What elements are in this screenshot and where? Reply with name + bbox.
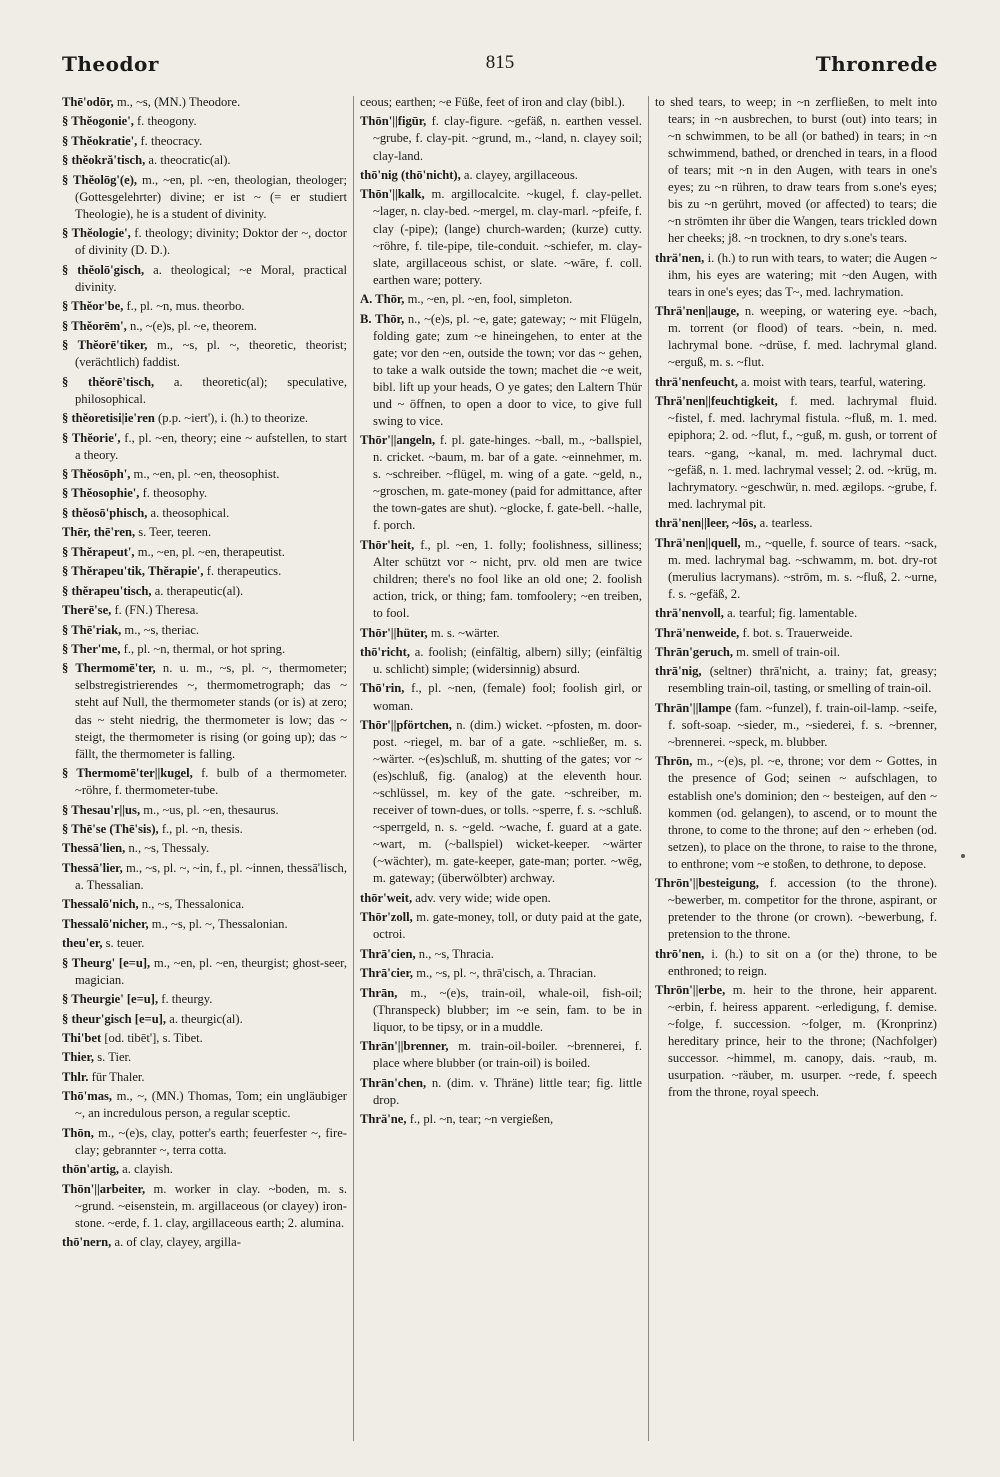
dictionary-entry — [360, 537, 642, 622]
entry-definition: f., pl. ~en, 1. folly; foolishness, silliness; Alter schützt vor ~ nicht, prv. old men are twice children; there's no fool like an old one; 2. foolish action, trick, or thing; fam. tomfoolery; ~en treiben, to fool. — [373, 537, 642, 621]
entry-headword: thō'richt, — [360, 644, 411, 659]
dictionary-entry — [62, 337, 347, 371]
entry-definition: a. moist with tears, tearful, watering. — [737, 374, 927, 389]
entry-headword: Thessalō'nich, — [62, 897, 139, 912]
entry-definition: f. clay-figure. ~gefäß, n. earthen vessel. ~grube, f. clay-pit. ~grund, m., ~land, n. clayey soil; clay-land. — [373, 114, 642, 163]
entry-definition: a. clayish. — [119, 1162, 173, 1177]
entry-definition: m. worker in clay. ~boden, m. s. ~grund. ~eisenstein, m. argillaceous (or clayey) iron-stone. ~erde, f. 1. clay, argillaceous earth; 2. alumina. — [75, 1181, 347, 1230]
dictionary-entry — [62, 1088, 347, 1122]
entry-definition: m., ~s, (MN.) Theodore. — [113, 95, 241, 109]
dictionary-entry — [62, 802, 347, 819]
entry-definition: m., ~en, pl. ~en, theosophist. — [130, 467, 280, 482]
dictionary-entry — [62, 896, 347, 913]
dictionary-entry — [62, 152, 347, 169]
entry-definition: a. tearless. — [756, 516, 813, 531]
dictionary-entry — [360, 1111, 642, 1128]
dictionary-entry — [360, 1038, 642, 1072]
entry-definition: m., ~en, pl. ~en, therapeutist. — [134, 544, 285, 559]
dictionary-entry — [62, 563, 347, 580]
entry-headword: § Thesau'r||us, — [62, 802, 141, 817]
dictionary-entry — [360, 965, 642, 982]
column-divider — [353, 96, 354, 1441]
entry-definition: f. med. lachrymal fluid. ~fistel, f. med. lachrymal fistula. ~fluß, m. 1. med. epiphora; 2. od. ~flut, f., ~guß, m. gush, or torrent of tears. ~gang, ~kanal, m. med. lachrymal duct. ~gefäß, n. 1. med. lachrymal vessel; 2. od. ~krüg, m. lachrymatory. ~geschwür, n. med. ægilops. ~grube, f. med. lachrymal pit. — [668, 394, 937, 511]
entry-definition: f. pl. gate-hinges. ~ball, m., ~ballspiel, n. cricket. ~baum, m. bar of a gate. ~einnehmer, m. s. ~schreiber. ~flügel, m. wing of a gate. ~geld, n., ~groschen, m. gate-money (paid for admittance, after the town-gates are shut). ~glocke, f. gate-bell. ~halle, f. porch. — [373, 433, 642, 533]
entry-definition: i. (h.) to sit on a (or the) throne, to be enthroned; to reign. — [668, 946, 937, 978]
entry-definition: m., ~s, pl. ~, ~in, f., pl. ~innen, thessā'lisch, a. Thessalian. — [75, 860, 347, 892]
entry-headword: § Thermomē'ter, — [62, 661, 156, 676]
dictionary-entry — [62, 955, 347, 989]
entry-headword: Thrōn'||erbe, — [655, 983, 726, 998]
dictionary-entry — [360, 1075, 642, 1109]
dictionary-entry — [62, 602, 347, 619]
dictionary-entry — [360, 311, 642, 430]
entry-definition: a. clayey, argillaceous. — [460, 167, 578, 182]
entry-definition: adv. very wide; wide open. — [412, 890, 551, 905]
dictionary-entry — [62, 622, 347, 639]
entry-headword: § Thĕorē'tiker, — [62, 338, 148, 353]
entry-headword: Thrān'||brenner, — [360, 1039, 449, 1054]
entry-definition: a. theocratic(al). — [145, 153, 231, 168]
dictionary-entry — [62, 1234, 347, 1251]
entry-headword: § thĕorē'tisch, — [62, 374, 155, 389]
entry-headword: § Thermomē'ter||kugel, — [62, 766, 193, 781]
entry-headword: Thōr'||angeln, — [360, 433, 436, 448]
entry-headword: Thrōn'||besteigung, — [655, 876, 759, 891]
dictionary-entry — [655, 663, 937, 697]
entry-definition: n., ~s, Thessaly. — [125, 841, 210, 856]
dictionary-entry — [62, 466, 347, 483]
entry-definition: a. of clay, clayey, argilla- — [111, 1235, 241, 1250]
entry-definition: m., ~en, pl. ~en, fool, simpleton. — [404, 292, 573, 307]
entry-headword: thrä'nen, — [655, 250, 705, 265]
entry-definition: (seltner) thrā'nicht, a. trainy; fat, greasy; resembling train-oil, tasting, or smelling of train-oil. — [668, 664, 937, 696]
entry-definition: a. theological; ~e Moral, practical divinity. — [75, 262, 347, 294]
dictionary-entry — [360, 680, 642, 714]
entry-headword: B. Thōr, — [360, 311, 405, 326]
entry-definition: f., pl. ~n, thermal, or hot spring. — [120, 641, 286, 656]
entry-headword: Thrä'nen||auge, — [655, 304, 740, 319]
dictionary-entry — [62, 374, 347, 408]
dictionary-entry — [360, 644, 642, 678]
entry-headword: Thrān'||lampe — [655, 700, 732, 715]
entry-definition: m., ~(e)s, train-oil, whale-oil, fish-oil; (Thranspeck) blubber; im ~e sein, fam. to be in liquor, to be tipsy, or in a muddle. — [373, 985, 642, 1034]
entry-headword: thō'nig (thō'nicht), — [360, 167, 461, 182]
entry-headword: Thōr'zoll, — [360, 910, 413, 925]
entry-definition: m., ~s, theriac. — [121, 622, 200, 637]
entry-headword: § Theurgie' [e=u], — [62, 992, 159, 1007]
entry-headword: § thĕoretisi|ie'ren — [62, 411, 155, 426]
entry-definition: f. theocracy. — [137, 133, 203, 148]
entry-definition: f., pl. ~n, mus. theorbo. — [123, 299, 245, 314]
entry-headword: Thōn'||figūr, — [360, 114, 427, 129]
entry-definition: m. s. ~wärter. — [427, 625, 500, 640]
entry-definition: m., ~en, pl. ~en, theologian, theologer; (Gottesgelehrter) divine; er ist ~ (= er studiert Theologie), he is a student of divinity. — [75, 172, 347, 221]
dictionary-entry — [360, 113, 642, 164]
entry-headword: § Thĕolōg'(e), — [62, 172, 138, 187]
entry-definition: a. therapeutic(al). — [151, 583, 244, 598]
entry-headword: § Thĕrapeu'tik, Thĕrapie', — [62, 564, 204, 579]
entry-headword: thōr'weit, — [360, 890, 413, 905]
entry-headword: Thrān'chen, — [360, 1075, 427, 1090]
dictionary-entry — [62, 430, 347, 464]
dictionary-entry — [360, 625, 642, 642]
entry-definition: ceous; earthen; ~e Füße, feet of iron and clay (bibl.). — [360, 95, 625, 109]
entry-definition: m., ~s, pl. ~, Thessalonian. — [148, 916, 288, 931]
entry-headword: § Ther'me, — [62, 641, 121, 656]
page-header — [0, 0, 1000, 90]
entry-headword: Thessalō'nicher, — [62, 916, 149, 931]
entry-definition: m., ~quelle, f. source of tears. ~sack, m. med. lachrymal bag. ~schwamm, m. bot. dry-rot (merulius lacrymans). ~strōm, m. s. ~fluß, 2. ~urne, f. s. ~gefäß, 2. — [668, 535, 937, 601]
dictionary-entry — [62, 1030, 347, 1047]
entry-definition: i. (h.) to run with tears, to water; die Augen ~ ihm, his eyes are watering; mit ~den Augen, with tears in one's eyes; das T~, med. lachrymation. — [668, 250, 937, 299]
dictionary-entry — [62, 765, 347, 799]
dictionary-entry — [655, 700, 937, 751]
entry-definition: m. smell of train-oil. — [733, 644, 841, 659]
entry-headword: § thĕolō'gisch, — [62, 262, 145, 277]
entry-headword: thrä'nenvoll, — [655, 606, 724, 621]
entry-headword: thrä'nen||leer, ~lōs, — [655, 516, 757, 531]
entry-headword: § Thĕorie', — [62, 430, 121, 445]
entry-definition: m., ~en, pl. ~en, theurgist; ghost-seer, magician. — [75, 955, 347, 987]
dictionary-entry — [655, 374, 937, 391]
dictionary-entry — [360, 291, 642, 308]
dictionary-entry — [62, 485, 347, 502]
dictionary-entry — [360, 167, 642, 184]
dictionary-entry — [62, 641, 347, 658]
page-number: 815 — [485, 52, 515, 73]
entry-definition: a. theosophical. — [147, 505, 230, 520]
entry-headword: thrä'nenfeucht, — [655, 374, 738, 389]
dictionary-entry — [62, 1069, 347, 1086]
entry-headword: Thlr. — [62, 1069, 89, 1084]
entry-headword: § thĕokră'tisch, — [62, 153, 146, 168]
entry-headword: Thessā'lien, — [62, 841, 126, 856]
dictionary-entry — [62, 991, 347, 1008]
dictionary-entry — [62, 410, 347, 427]
entry-headword: § thĕosō'phisch, — [62, 505, 148, 520]
dictionary-entry — [655, 535, 937, 603]
entry-headword: Thrān, — [360, 985, 398, 1000]
dictionary-entry — [655, 753, 937, 872]
entry-headword: § Thĕorēm', — [62, 318, 127, 333]
entry-headword: § Thĕologie', — [62, 226, 131, 241]
dictionary-entry — [655, 393, 937, 512]
dictionary-entry — [62, 113, 347, 130]
entry-definition: n., ~(e)s, pl. ~e, theorem. — [126, 318, 257, 333]
entry-definition: für Thaler. — [88, 1069, 145, 1084]
dictionary-entry — [62, 821, 347, 838]
entry-definition: f. therapeutics. — [203, 564, 282, 579]
dictionary-entry — [62, 524, 347, 541]
column-right — [655, 94, 937, 1454]
dictionary-entry — [655, 875, 937, 943]
entry-headword: thō'nern, — [62, 1235, 112, 1250]
dictionary-entry — [62, 225, 347, 259]
entry-definition: n. weeping, or watering eye. ~bach, m. torrent (or flood) of tears. ~bein, n. med. lachrymal bone. ~drüse, f. med. lachrymal gland. ~erguß, m. s. ~flut. — [668, 304, 937, 370]
dictionary-entry — [655, 303, 937, 371]
entry-headword: § Thē'se (Thē'sis), — [62, 821, 159, 836]
entry-definition: to shed tears, to weep; in ~n zerfließen, to melt into tears; in ~n ausbrechen, to burst (out) into tears; in ~n schwimmen, to be all (or bathed) in tears; in ~n schwimmend, bathed, or drenched in tears, in a flood of tears; mit ~n in den Augen, with tears in one's eyes; zu ~n rühren, to draw tears from s.one's eyes; bis zu ~n gerührt, moved (or affected) to tears; die ~n strömten ihr über die Wangen, tears trickled down her cheeks; j8. ~n trocknen, to dry s.one's tears. — [655, 95, 937, 246]
dictionary-entry — [62, 916, 347, 933]
entry-definition: [od. tibēt'], s. Tibet. — [101, 1031, 203, 1046]
entry-headword: Thi'bet — [62, 1031, 102, 1046]
entry-headword: thōn'artig, — [62, 1162, 120, 1177]
column-middle — [360, 94, 642, 1454]
entry-definition: n. (dim. v. Thräne) little tear; fig. little drop. — [373, 1075, 642, 1107]
entry-headword: Thrä'nen||quell, — [655, 535, 741, 550]
entry-definition: f. bulb of a thermometer. ~röhre, f. thermometer-tube. — [75, 766, 347, 798]
ink-speck — [961, 854, 965, 858]
entry-headword: Thē'odōr, — [62, 95, 114, 109]
entry-headword: § theur'gisch [e=u], — [62, 1011, 167, 1026]
entry-headword: Thessā'lier, — [62, 860, 123, 875]
entry-headword: § Thĕogonie', — [62, 114, 134, 129]
entry-definition: m., ~s, pl. ~, theoretic, theorist; (verächtlich) faddist. — [75, 338, 347, 370]
entry-definition: f. (FN.) Theresa. — [111, 603, 199, 618]
dictionary-entry — [655, 250, 937, 301]
entry-headword: thrō'nen, — [655, 946, 705, 961]
entry-headword: § Theurg' [e=u], — [62, 955, 151, 970]
entry-headword: theu'er, — [62, 936, 103, 951]
entry-headword: § Thĕokratie', — [62, 133, 138, 148]
entry-headword: Thōr'||pförtchen, — [360, 717, 452, 732]
entry-definition: f., pl. ~n, tear; ~n vergießen, — [406, 1112, 554, 1127]
dictionary-entry — [62, 860, 347, 894]
entry-headword: Thrä'nenweide, — [655, 625, 740, 640]
entry-definition: n. u. m., ~s, pl. ~, thermometer; selbstregistrierendes ~, thermometrograph; das ~ steht auf Null, the thermometer stands (or is) at zero; das ~ steht niedrig, the thermometer is low; das ~ steigt, the thermometer is rising (or going up); das ~ fällt, the thermometer is falling. — [75, 661, 347, 761]
entry-headword: Thrā'cien, — [360, 946, 416, 961]
dictionary-entry — [62, 1181, 347, 1232]
entry-headword: Thrā'cier, — [360, 966, 414, 981]
entry-definition: a. foolish; (einfältig, albern) silly; (einfältig u. schlicht) simple; (widersinnig) absurd. — [373, 644, 642, 677]
entry-headword: Thrān'geruch, — [655, 644, 734, 659]
dictionary-entry — [62, 505, 347, 522]
dictionary-entry — [655, 515, 937, 532]
entry-definition: m. gate-money, toll, or duty paid at the gate, octroi. — [373, 910, 642, 942]
entry-definition: n. (dim.) wicket. ~pfosten, m. door-post. ~riegel, m. bar of a gate. ~schließer, m. s. ~wärter. ~(es)schluß, m. shutting of the gates; vor ~(es)schluß, fig. (analog) at the eleventh hour. ~schlüssel, m. key of the gate. ~schreiber, m. receiver of town-dues, or tolls. ~sperre, f. s. ~schluß. ~sperrgeld, n. s. ~geld. ~wache, f. guard at a gate. ~wart, m. (~ballspiel) wicket-keeper. ~wärter (~wächter), m. gate-keeper, gate-man; porter. ~wēg, m. gateway; (überwölbter) archway. — [373, 717, 642, 886]
dictionary-entry — [360, 94, 642, 111]
dictionary-entry — [655, 625, 937, 642]
entry-definition: f. bot. s. Trauerweide. — [739, 625, 853, 640]
entry-headword: Thēr, thē'ren, — [62, 525, 136, 540]
dictionary-entry — [655, 644, 937, 661]
dictionary-entry — [655, 982, 937, 1101]
entry-definition: n., ~s, Thracia. — [415, 946, 494, 961]
dictionary-entry — [360, 717, 642, 887]
dictionary-entry — [62, 172, 347, 223]
dictionary-entry — [62, 660, 347, 762]
entry-headword: § Thĕosophie', — [62, 486, 140, 501]
entry-headword: Thōr'heit, — [360, 537, 415, 552]
entry-headword: § thĕrapeu'tisch, — [62, 583, 152, 598]
dictionary-entry — [62, 1049, 347, 1066]
entry-definition: f., pl. ~en, theory; eine ~ aufstellen, to start a theory. — [75, 430, 347, 462]
dictionary-entry — [360, 985, 642, 1036]
column-divider — [648, 96, 649, 1441]
entry-headword: A. Thōr, — [360, 292, 405, 307]
entry-headword: Thōr'||hüter, — [360, 625, 428, 640]
entry-headword: Thrä'ne, — [360, 1112, 407, 1127]
entry-headword: Thrōn, — [655, 754, 693, 769]
entry-headword: Thōn'||arbeiter, — [62, 1181, 146, 1196]
entry-definition: m. argillocalcite. ~kugel, f. clay-pellet. ~lager, n. clay-bed. ~mergel, m. clay-marl. ~pfeife, f. clay (-pipe); (lange) church-warden; (kurze) cutty. ~röhre, f. tile-pipe, tile-conduit. ~schiefer, m. clay-slate, argillaceous schist, or slate. ~wāre, f. coll. earthen ware; pottery. — [373, 187, 642, 287]
entry-headword: § Thĕor'be, — [62, 299, 124, 314]
entry-headword: Thōn, — [62, 1125, 94, 1140]
entry-definition: f. theurgy. — [158, 992, 213, 1007]
entry-definition: a. theurgic(al). — [166, 1011, 243, 1026]
column-left — [62, 94, 347, 1454]
entry-headword: Therē'se, — [62, 603, 112, 618]
entry-definition: (fam. ~funzel), f. train-oil-lamp. ~seife, f. soft-soap. ~sieder, m., ~siederei, f. s. ~brenner, ~brennerei. ~speck, m. blubber. — [668, 700, 937, 749]
running-head-left: Theodor — [62, 52, 159, 76]
entry-headword: § Thĕrapeut', — [62, 544, 135, 559]
entry-definition: m., ~s, pl. ~, thrā'cisch, a. Thracian. — [413, 966, 597, 981]
dictionary-entry — [360, 946, 642, 963]
dictionary-entry — [360, 890, 642, 907]
entry-definition: f. theosophy. — [139, 486, 208, 501]
entry-definition: (p.p. ~iert'), i. (h.) to theorize. — [154, 411, 309, 426]
dictionary-entry — [62, 544, 347, 561]
dictionary-entry — [655, 946, 937, 980]
entry-definition: m., ~, (MN.) Thomas, Tom; ein ungläubiger ~, an incredulous person, a regular sceptic. — [75, 1089, 347, 1121]
entry-headword: Thrä'nen||feuchtigkeit, — [655, 394, 778, 409]
entry-definition: m. heir to the throne, heir apparent. ~erbin, f. heiress apparent. ~erledigung, f. demise. ~folge, f. succession. ~folger, m. (Kronprinz) hereditary prince, heir to the throne; (Nachfolger) successor. ~himmel, m. canopy, dais. ~raub, m. usurpation. ~räuber, m. usurper. ~rede, f. speech from the throne, royal speech. — [668, 983, 937, 1100]
dictionary-entry — [62, 583, 347, 600]
entry-definition: f. theogony. — [133, 114, 197, 129]
dictionary-entry — [62, 94, 347, 111]
dictionary-entry — [360, 186, 642, 288]
entry-definition: f. theology; divinity; Doktor der ~, doctor of divinity (D. D.). — [75, 226, 347, 258]
entry-headword: § Thĕosōph', — [62, 467, 131, 482]
entry-definition: n., ~s, Thessalonica. — [138, 897, 245, 912]
entry-headword: Thō'rin, — [360, 681, 405, 696]
dictionary-entry — [62, 1161, 347, 1178]
dictionary-entry — [62, 1125, 347, 1159]
entry-definition: m., ~(e)s, pl. ~e, throne; vor dem ~ Gottes, in the presence of God; seinen ~ aufschlagen, to establish one's dominion; den ~ besteigen, auf den ~ kommen (od. gelangen), to ascend, or to mount the throne, to come to the throne; auf den ~ erheben (od. setzen), to place on the throne, to raise to the throne, to enthrone; vom ~e stoßen, to dethrone, to depose. — [668, 754, 937, 871]
dictionary-entry — [62, 840, 347, 857]
entry-definition: f. accession (to the throne). ~bewerber, m. competitor for the throne, aspirant, or pretender to the throne (or crown). ~bewerbung, f. pretension to the throne. — [668, 876, 937, 942]
entry-definition: f., pl. ~nen, (female) fool; foolish girl, or woman. — [373, 681, 642, 713]
entry-definition: s. Tier. — [94, 1050, 132, 1065]
entry-definition: f., pl. ~n, thesis. — [158, 821, 243, 836]
entry-headword: Thier, — [62, 1050, 95, 1065]
entry-definition: s. Teer, teeren. — [135, 525, 212, 540]
dictionary-entry — [655, 605, 937, 622]
entry-definition: a. tearful; fig. lamentable. — [723, 606, 858, 621]
dictionary-entry — [62, 133, 347, 150]
entry-headword: thrā'nig, — [655, 664, 702, 679]
running-head-right: Thronrede — [815, 52, 938, 76]
entry-headword: Thōn'||kalk, — [360, 187, 425, 202]
entry-definition: m., ~us, pl. ~en, thesaurus. — [140, 802, 279, 817]
dictionary-entry — [360, 432, 642, 534]
dictionary-entry — [655, 94, 937, 247]
dictionary-entry — [62, 298, 347, 315]
dictionary-entry — [62, 318, 347, 335]
entry-headword: Thō'mas, — [62, 1089, 113, 1104]
entry-definition: a. theoretic(al); speculative, philosophical. — [75, 374, 347, 406]
entry-headword: § Thē'riak, — [62, 622, 122, 637]
dictionary-entry — [360, 909, 642, 943]
entry-definition: n., ~(e)s, pl. ~e, gate; gateway; ~ mit Flügeln, folding gate; zum ~e hineingehen, to enter at the gate; vor den ~en, outside the town; vor das ~ gehen, to take a walk outside the town; machet die ~e weit, bibl. lift up your heads, O ye gates; den Laltern Thür und ~ öffnen, to open a door to vice, to give full swing to vice. — [373, 311, 642, 428]
dictionary-entry — [62, 935, 347, 952]
entry-definition: m. train-oil-boiler. ~brennerei, f. place where blubber (or train-oil) is boiled. — [373, 1039, 642, 1071]
dictionary-entry — [62, 262, 347, 296]
dictionary-entry — [62, 1011, 347, 1028]
entry-definition: s. teuer. — [102, 936, 145, 951]
entry-definition: m., ~(e)s, clay, potter's earth; feuerfester ~, fire-clay; gebrannter ~, terra cotta. — [75, 1125, 347, 1157]
